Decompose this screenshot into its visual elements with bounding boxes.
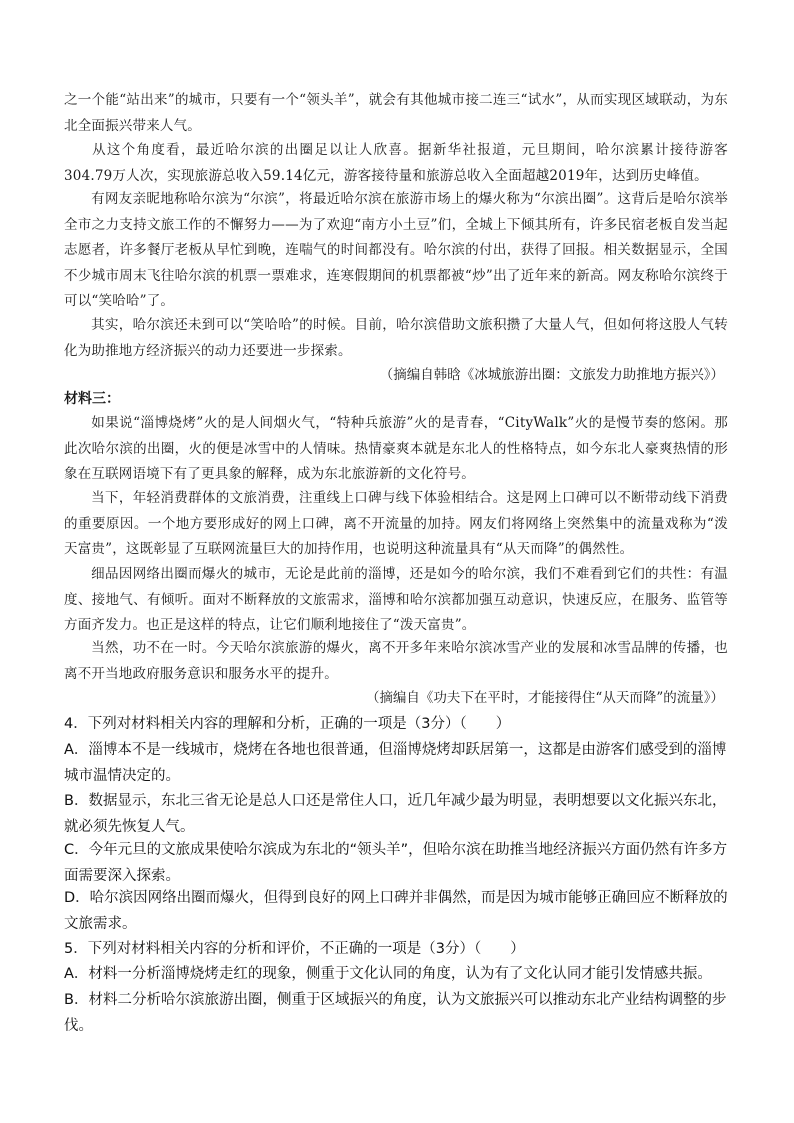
question-5-option-b[interactable]: B．材料二分析哈尔滨旅游出圈，侧重于区域振兴的角度，认为文旅振兴可以推动东北产业结构调整的步伐。 [64,992,727,1034]
material3-source: （摘编自《功夫下在平时，才能接得住“从天而降”的流量》） [365,690,724,706]
material3-paragraph-2-text: 当下，年轻消费群体的文旅消费，注重线上口碑与线下体验相结合。这是网上口碑可以不断带动线下消费的重要原因。一个地方要形成好的网上口碑，离不开流量的加持。网友们将网络上突然集中的流量戏称为“泼天富贵”，这既彰显了互联网流量巨大的加持作用，也说明这种流量具有“从天而降”的偶然性。 [64,490,728,558]
material3-paragraph-3 [64,562,728,639]
question-4-option-d[interactable]: D．哈尔滨因网络出圈而爆火，但得到良好的网上口碑并非偶然，而是因为城市能够正确回应不断释放的文旅需求。 [64,890,728,932]
question-4-option-b[interactable]: B．数据显示，东北三省无论是总人口还是常住人口，近几年减少最为明显，表明想要以文化振兴东北，就必须先恢复人气。 [64,793,727,835]
material2-paragraph-2-text: 有网友亲昵地称哈尔滨为“尔滨”，将最近哈尔滨在旅游市场上的爆火称为“尔滨出圈”。这背后是哈尔滨举全市之力支持文旅工作的不懈努力——为了欢迎“南方小土豆”们，全城上下倾其所有，许多民宿老板自发当起志愿者，许多餐厅老板从早忙到晚，连喘气的时间都没有。哈尔滨的付出，获得了回报。相关数据显示，全国不少城市周末飞往哈尔滨的机票一票难求，连寒假期间的机票都被“炒”出了近年来的新高。网友称哈尔滨终于可以“笑哈哈”了。 [64,191,728,310]
material2-paragraph-3-text: 其实，哈尔滨还未到可以“笑哈哈”的时候。目前，哈尔滨借助文旅积攒了大量人气，但如何将这股人气转化为助推地方经济振兴的动力还要进一步探索。 [64,317,728,359]
material2-source: （摘编自韩晗《冰城旅游出圈：文旅发力助推地方振兴》） [379,367,724,383]
question-5-stem: 5．下列对材料相关内容的分析和评价，不正确的一项是（3分）（ ） [64,941,525,957]
material3-paragraph-1 [64,411,728,488]
question-4-stem: 4．下列对材料相关内容的理解和分析，正确的一项是（3分）（ ） [64,716,511,732]
material2-paragraph-1 [64,138,728,189]
material3-paragraph-4 [64,636,728,687]
material3-paragraph-2 [64,486,728,563]
question-4-option-c[interactable]: C．今年元旦的文旅成果使哈尔滨成为东北的“领头羊”，但哈尔滨在助推当地经济振兴方面仍然有许多方面需要深入探索。 [64,842,728,884]
material3-paragraph-3-text: 细品因网络出圈而爆火的城市，无论是此前的淄博，还是如今的哈尔滨，我们不难看到它们的共性：有温度、接地气、有倾听。面对不断释放的文旅需求，淄博和哈尔滨都加强互动意识，快速反应，在服务、监管等方面齐发力。也正是这样的特点，让它们顺利地接住了“泼天富贵”。 [64,566,728,634]
material2-paragraph-3 [64,313,728,364]
material2-paragraph-2 [64,187,728,315]
material2-paragraph-0: 之一个能“站出来”的城市，只要有一个“领头羊”，就会有其他城市接二连三“试水”，从而实现区域联动，为东北全面振兴带来人气。 [64,92,728,134]
material3-heading: 材料三： [64,391,120,407]
material3-paragraph-1-text: 如果说“淄博烧烤”火的是人间烟火气，“特种兵旅游”火的是青春，“CityWalk”火的是慢节奏的悠闲。那此次哈尔滨的出圈，火的便是冰雪中的人情味。热情豪爽本就是东北人的性格特点，如今东北人豪爽热情的形象在互联网语境下有了更具象的解释，成为东北旅游新的文化符号。 [64,415,728,483]
question-5-option-a[interactable]: A．材料一分析淄博烧烤走红的现象，侧重于文化认同的角度，认为有了文化认同才能引发情感共振。 [64,966,712,982]
material2-paragraph-1-text: 从这个角度看，最近哈尔滨的出圈足以让人欣喜。据新华社报道，元旦期间，哈尔滨累计接待游客304.79万人次，实现旅游总收入59.14亿元，游客接待量和旅游总收入全面超越2019年，达到历史峰值。 [64,142,728,184]
question-4-option-a[interactable]: A．淄博本不是一线城市，烧烤在各地也很普通，但淄博烧烤却跃居第一，这都是由游客们感受到的淄博城市温情决定的。 [64,742,727,784]
material3-paragraph-4-text: 当然，功不在一时。今天哈尔滨旅游的爆火，离不开多年来哈尔滨冰雪产业的发展和冰雪品牌的传播，也离不开当地政府服务意识和服务水平的提升。 [64,640,728,682]
